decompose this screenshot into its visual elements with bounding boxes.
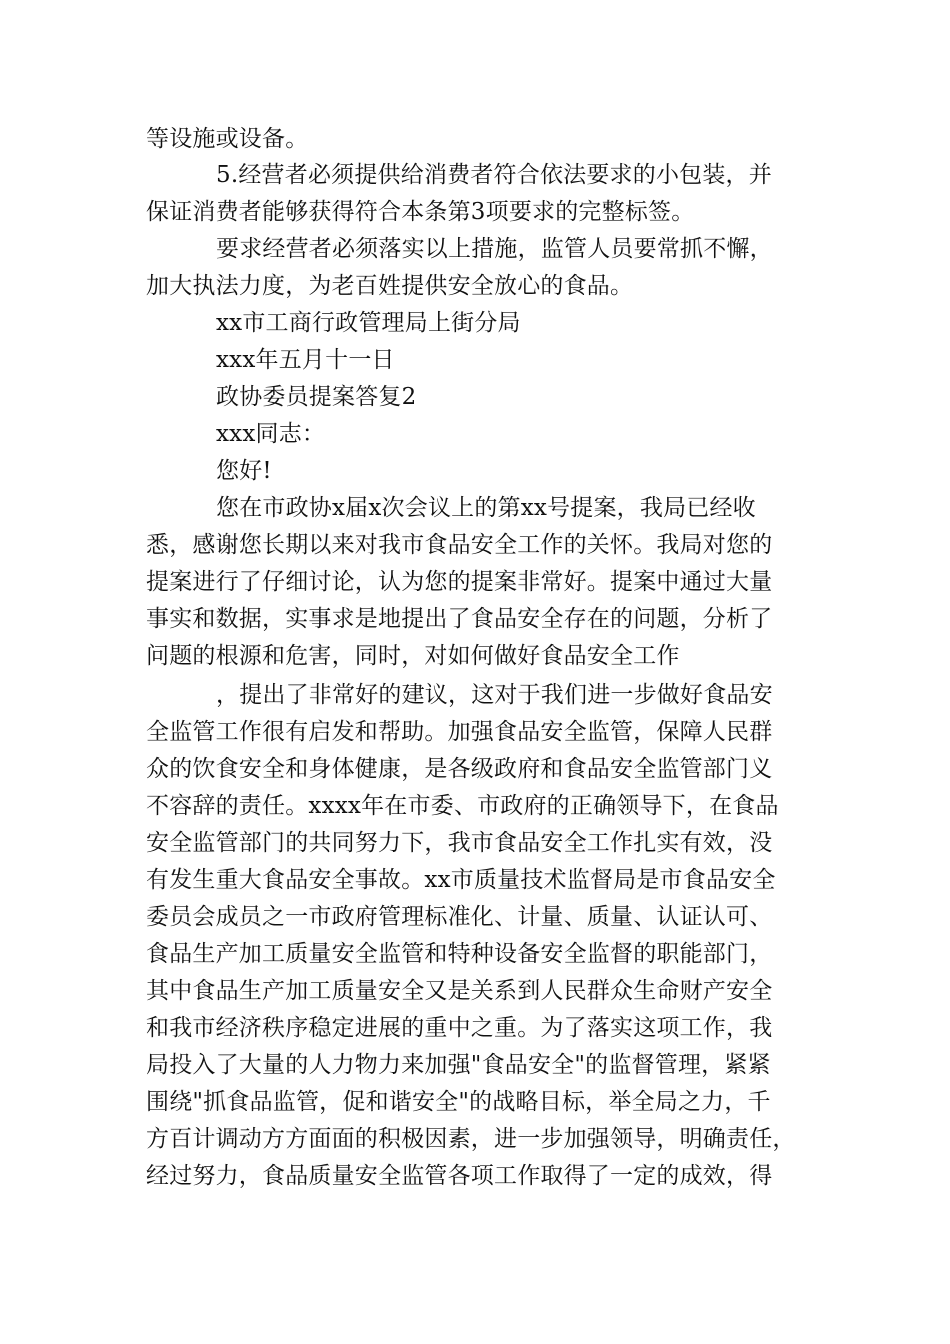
text-line: 等设施或设备。	[146, 126, 309, 152]
text-line: 众的饮食安全和身体健康，是各级政府和食品安全监管部门义	[146, 756, 773, 782]
text-line: 不容辞的责任。xxxx年在市委、市政府的正确领导下，在食品	[146, 793, 779, 819]
text-line: 要求经营者必须落实以上措施，监管人员要常抓不懈，	[216, 236, 773, 262]
text-line: 其中食品生产加工质量安全又是关系到人民群众生命财产安全	[146, 978, 773, 1004]
text-line: 安全监管部门的共同努力下，我市食品安全工作扎实有效，没	[146, 830, 773, 856]
text-line: 您在市政协x届x次会议上的第xx号提案，我局已经收	[216, 495, 756, 521]
text-line: 您好!	[216, 458, 272, 484]
text-line: ，提出了非常好的建议，这对于我们进一步做好食品安	[216, 682, 773, 708]
text-line: 食品生产加工质量安全监管和特种设备安全监督的职能部门，	[146, 941, 773, 967]
text-line: 经过努力，食品质量安全监管各项工作取得了一定的成效，得	[146, 1163, 773, 1189]
text-line: xxx同志：	[216, 421, 326, 447]
text-line: 全监管工作很有启发和帮助。加强食品安全监管，保障人民群	[146, 719, 773, 745]
text-line: 委员会成员之一市政府管理标准化、计量、质量、认证认可、	[146, 904, 773, 930]
text-line: 政协委员提案答复2	[216, 384, 417, 410]
text-line: 围绕"抓食品监管，促和谐安全"的战略目标，举全局之力，千	[146, 1089, 771, 1115]
text-line: 局投入了大量的人力物力来加强"食品安全"的监督管理，紧紧	[146, 1052, 771, 1078]
text-line: 保证消费者能够获得符合本条第3项要求的完整标签。	[146, 199, 695, 225]
text-line: 提案进行了仔细讨论，认为您的提案非常好。提案中通过大量	[146, 569, 773, 595]
text-line: 和我市经济秩序稳定进展的重中之重。为了落实这项工作，我	[146, 1015, 773, 1041]
text-line: 事实和数据，实事求是地提出了食品安全存在的问题，分析了	[146, 606, 773, 632]
text-line: 加大执法力度，为老百姓提供安全放心的食品。	[146, 273, 634, 299]
text-line: xx市工商行政管理局上街分局	[216, 310, 521, 336]
text-line: 悉，感谢您长期以来对我市食品安全工作的关怀。我局对您的	[146, 532, 773, 558]
text-line: 5.经营者必须提供给消费者符合依法要求的小包装，并	[216, 162, 772, 188]
text-line: 有发生重大食品安全事故。xx市质量技术监督局是市食品安全	[146, 867, 776, 893]
text-line: 方百计调动方方面面的积极因素，进一步加强领导，明确责任，	[146, 1126, 796, 1152]
text-line: xxx年五月十一日	[216, 347, 395, 373]
text-line: 问题的根源和危害，同时，对如何做好食品安全工作	[146, 643, 680, 669]
